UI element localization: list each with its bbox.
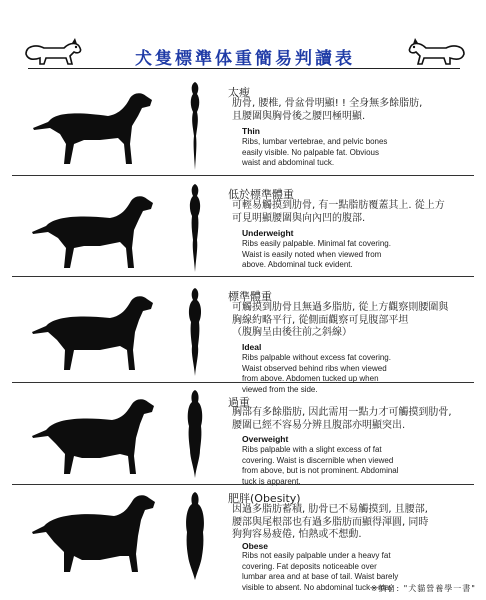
section-divider <box>12 175 474 176</box>
header <box>0 0 486 69</box>
dog-side-view-obese-icon <box>30 492 160 582</box>
section-title-en: Thin <box>242 126 260 136</box>
section-description-en: Ribs palpable with a slight excess of fat covering. Waist is discernible when viewed from above, but is not prominent. Abdominal tuck is apparent. <box>242 445 399 486</box>
section-description-en: Ribs not easily palpable under a heavy fat covering. Fat deposits noticeable over lumbar area and at base of tail. Waist barely visible to absent. No abdominal tuck—may <box>242 551 399 592</box>
section-title-en: Ideal <box>242 342 262 352</box>
section-heading: 低於標準體重 <box>228 188 294 201</box>
section-title-en: Overweight <box>242 434 289 444</box>
dog-side-view-ideal-icon <box>30 290 160 380</box>
section-description-en: Ribs, lumbar vertebrae, and pelvic bones easily visible. No palpable fat. Obvious waist and abdominal tuck. <box>242 137 388 167</box>
section-title-en: Obese <box>242 541 268 551</box>
source-citation: ※摘自: "犬貓營養學一書" <box>370 584 476 593</box>
section-description-en: Ribs easily palpable. Minimal fat covering. Waist is easily noted when viewed from above. Abdominal tuck evident. <box>242 239 391 269</box>
dog-top-view-thin-icon <box>182 80 208 172</box>
section-description-zh: 肋骨, 腰椎, 骨盆骨明顯! ! 全身無多餘脂肪, 且腰圍與胸骨後之腰凹極明顯. <box>232 98 423 122</box>
section-heading: 標準體重 <box>228 290 272 303</box>
section-heading: 過重 <box>228 396 250 409</box>
section-heading: 太瘦 <box>228 86 250 99</box>
dog-side-view-overweight-icon <box>30 394 160 484</box>
section-description-zh: 因過多脂肪蓄積, 肋骨已不易觸摸到, 且腰部, 腰部與尾根部也有過多脂肪而顯得渾圓, 同時 狗狗容易疲倦, 怕熱或不想動. <box>232 504 429 540</box>
page-title: 犬隻標準体重簡易判讀表 <box>135 49 355 69</box>
section-divider <box>12 484 474 485</box>
section-heading: 肥胖(Obesity) <box>228 492 301 505</box>
dog-logo-icon <box>20 34 84 68</box>
dog-side-view-underweight-icon <box>30 188 160 278</box>
section-description-zh: 可輕易觸摸到肋骨, 有一點脂肪覆蓋其上. 從上方 可見明顯腰圍與向內凹的腹部. <box>232 200 445 224</box>
dog-top-view-obese-icon <box>182 490 208 582</box>
dog-top-view-overweight-icon <box>182 388 208 480</box>
section-description-zh: 可觸摸到肋骨且無過多脂肪, 從上方觀察則腰圍與 胸線約略平行, 從側面觀察可見腹部平坦 （腹胸呈由後往前之斜線） <box>232 302 449 338</box>
dog-logo-icon <box>406 34 470 68</box>
title-underline <box>28 68 460 69</box>
section-description-en: Ribs palpable without excess fat covering. Waist observed behind ribs when viewed from above. Abdomen tucked up when viewed from the side. <box>242 353 391 394</box>
section-divider <box>12 276 474 277</box>
dog-side-view-thin-icon <box>30 84 160 174</box>
section-title-en: Underweight <box>242 228 294 238</box>
section-description-zh: 胸部有多餘脂肪, 因此需用一點力才可觸摸到肋骨, 腰圍已經不容易分辨且腹部亦明顯突出. <box>232 407 452 431</box>
dog-top-view-underweight-icon <box>182 182 208 274</box>
dog-top-view-ideal-icon <box>182 286 208 378</box>
section-divider <box>12 382 474 383</box>
